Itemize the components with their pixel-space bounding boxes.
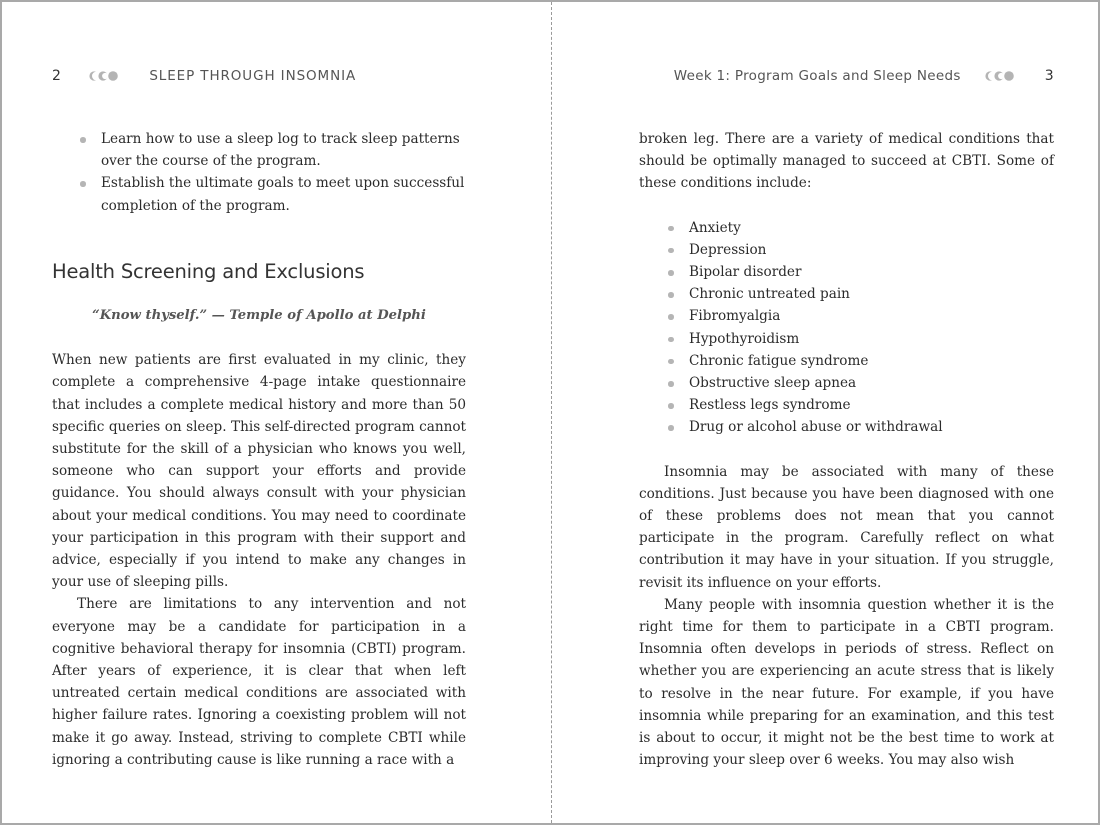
moon-phases-icon (89, 70, 119, 82)
right-page-body (639, 128, 1054, 771)
epigraph-quote: “Know thyself.” (92, 308, 208, 324)
page-number: 2 (52, 68, 62, 84)
left-page (52, 2, 466, 823)
running-title: Week 1: Program Goals and Sleep Needs (673, 68, 961, 84)
list-item: Depression (639, 239, 1054, 261)
left-page-body (52, 128, 466, 771)
right-page (639, 2, 1054, 823)
body-paragraph: Many people with insomnia question whether it is the right time for them to participate in a CBTI program. Insomnia often develops in periods of stress. Reflect on whether you are experiencing an acute stress that is likely to resolve in the near future. For example, if you have insomnia while preparing for an examination, and this test is about to occur, it might not be the best time to work at improving your sleep over 6 weeks. You may also wish (639, 596, 1054, 769)
running-title: SLEEP THROUGH INSOMNIA (149, 68, 357, 84)
list-item: Learn how to use a sleep log to track sleep patterns over the course of the program. (52, 128, 466, 172)
list-item: Fibromyalgia (639, 305, 1054, 327)
list-item: Obstructive sleep apnea (639, 372, 1054, 394)
body-paragraph: Insomnia may be associated with many of these conditions. Just because you have been diagnosed with one of these problems does not mean that you cannot participate in the program. Carefully reflect on what contribution it may have in your situation. If you struggle, revisit its influence on your efforts. (639, 463, 1054, 591)
page-number: 3 (1044, 68, 1054, 84)
page-gutter-divider (551, 2, 552, 823)
epigraph (52, 305, 466, 327)
list-item: Drug or alcohol abuse or withdrawal (639, 416, 1054, 438)
epigraph-attribution: — Temple of Apollo at Delphi (207, 308, 426, 324)
moon-phases-icon (985, 70, 1015, 82)
body-paragraph: When new patients are first evaluated in my clinic, they complete a comprehensive 4-page intake questionnaire that includes a complete medical history and more than 50 specific queries on sleep. This self-directed program cannot substitute for the skill of a physician who knows you well, someone who can support your efforts and provide guidance. You should always consult with your physician about your medical conditions. You may need to coordinate your participation in this program with their support and advice, especially if you intend to make any changes in your use of sleeping pills. (52, 352, 466, 591)
section-heading: Health Screening and Exclusions (52, 259, 365, 283)
body-paragraph: There are limitations to any intervention and not everyone may be a candidate for participation in a cognitive behavioral therapy for insomnia (CBTI) program. After years of experience, it is clear that when left untreated certain medical conditions are associated with higher failure rates. Ignoring a coexisting problem will not make it go away. Instead, striving to complete CBTI while ignoring a contributing cause is like running a race with a (52, 596, 466, 768)
left-page-header (52, 64, 466, 88)
goals-list (52, 128, 466, 217)
list-item: Chronic fatigue syndrome (639, 350, 1054, 372)
list-item: Anxiety (639, 217, 1054, 239)
conditions-list (639, 217, 1054, 439)
list-item: Chronic untreated pain (639, 283, 1054, 305)
list-item: Hypothyroidism (639, 328, 1054, 350)
list-item: Restless legs syndrome (639, 394, 1054, 416)
body-paragraph: broken leg. There are a variety of medical conditions that should be optimally managed to succeed at CBTI. Some of these conditions include: (639, 131, 1054, 192)
list-item: Bipolar disorder (639, 261, 1054, 283)
right-page-header (639, 64, 1054, 88)
list-item: Establish the ultimate goals to meet upon successful completion of the program. (52, 172, 466, 216)
